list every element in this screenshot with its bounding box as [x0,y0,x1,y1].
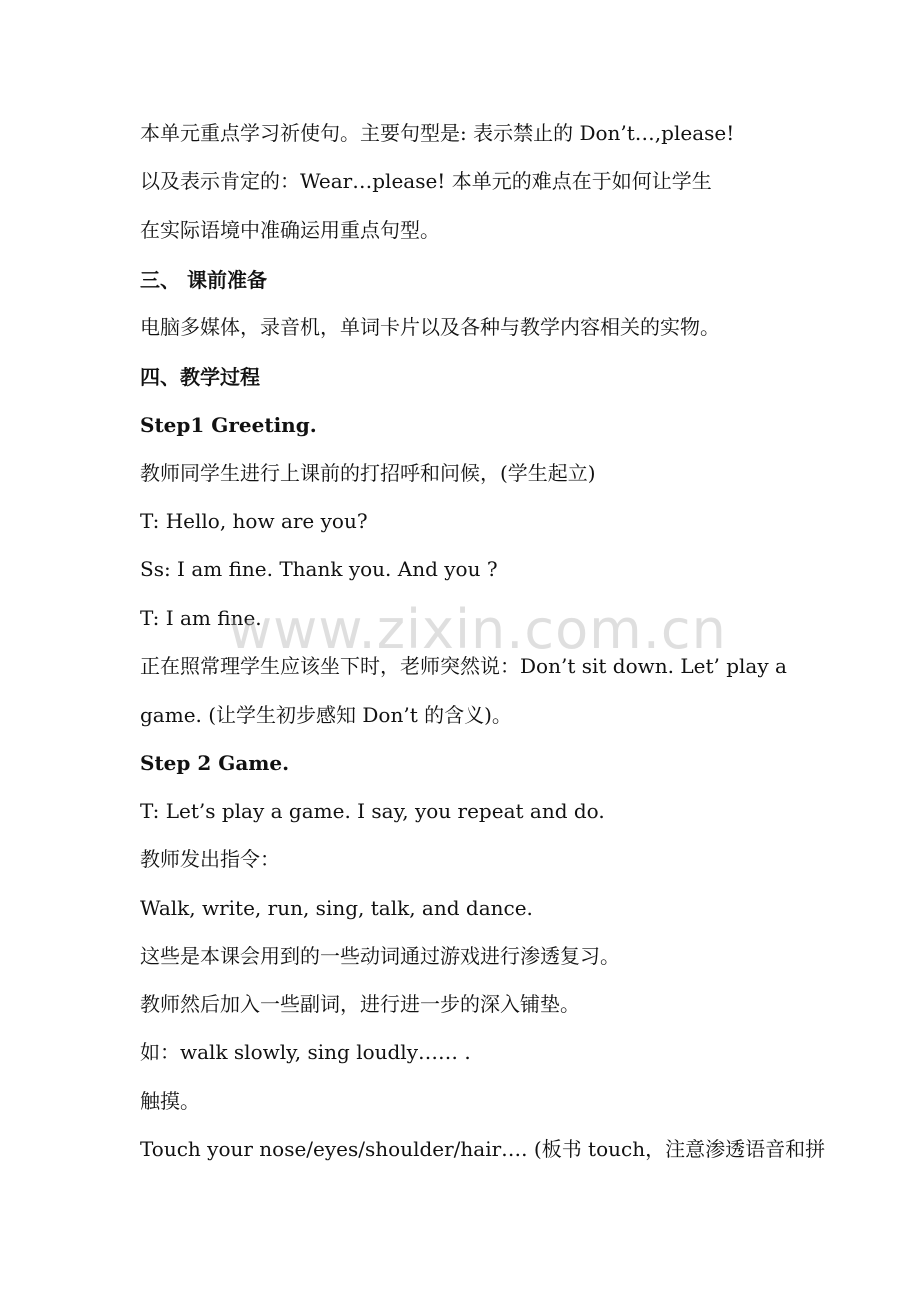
text-line-18: 这些是本课会用到的一些动词通过游戏进行渗透复习。 [140,944,620,968]
section-heading-process: 四、教学过程 [140,365,260,389]
section-heading-preparation: 三、 课前准备 [140,268,267,292]
text-line-1: 本单元重点学习祈使句。主要句型是: 表示禁止的 Don’t…,please! [140,121,735,145]
dialogue-line-3: T: I am fine. [140,606,262,630]
step-heading-greeting: Step1 Greeting. [140,413,317,437]
dialogue-line-1: T: Hello, how are you? [140,509,368,533]
text-line-22: Touch your nose/eyes/shoulder/hair…. (板书 touch，注意渗透语音和拼 [140,1137,826,1161]
watermark: www.zixin.com.cn [228,598,727,661]
text-line-16: 教师发出指令： [140,847,280,871]
text-line-5: 电脑多媒体，录音机，单词卡片以及各种与教学内容相关的实物。 [140,315,720,339]
text-line-19: 教师然后加入一些副词，进行进一步的深入铺垫。 [140,992,580,1016]
text-line-13: game. (让学生初步感知 Don’t 的含义)。 [140,703,512,727]
dialogue-line-2: Ss: I am fine. Thank you. And you ? [140,557,498,581]
step-heading-game: Step 2 Game. [140,751,290,775]
text-line-2: 以及表示肯定的：Wear…please! 本单元的难点在于如何让学生 [140,169,712,193]
text-line-12: 正在照常理学生应该坐下时，老师突然说：Don’t sit down. Let’ play a [140,654,787,678]
text-line-20: 如：walk slowly, sing loudly…… . [140,1040,471,1064]
text-line-21: 触摸。 [140,1089,200,1113]
text-line-17: Walk, write, run, sing, talk, and dance. [140,896,533,920]
text-line-15: T: Let’s play a game. I say, you repeat and do. [140,799,605,823]
text-line-3: 在实际语境中准确运用重点句型。 [140,218,440,242]
text-line-8: 教师同学生进行上课前的打招呼和问候，(学生起立) [140,461,596,485]
